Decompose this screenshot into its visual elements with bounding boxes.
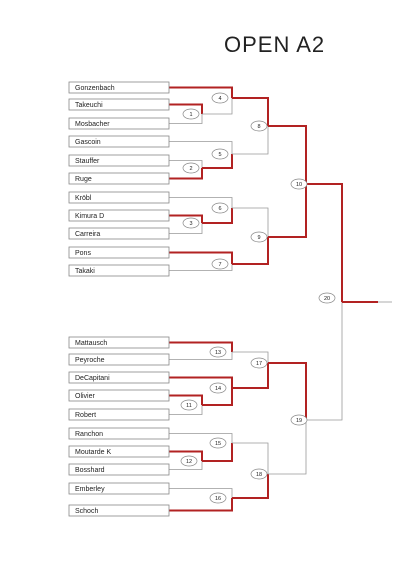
match-number: 18 [255,472,263,478]
match-number: 14 [214,386,222,392]
player-entry [69,409,169,420]
match-number: 15 [214,441,222,447]
player-name: Moutarde K [75,449,112,456]
player-name: Takaki [75,268,95,275]
player-entry [69,247,169,258]
player-name: DeCapitani [75,375,110,382]
player-name: Stauffer [75,158,100,165]
match-marker [210,383,226,393]
player-entry [69,173,169,184]
player-entry [69,99,169,110]
match-number: 13 [214,350,222,356]
match-marker [210,493,226,503]
match-marker [212,93,228,103]
match-marker [181,456,197,466]
match-number: 10 [295,182,303,188]
match-number: 20 [323,296,331,302]
match-marker [181,400,197,410]
connector [268,126,306,184]
match-number: 9 [257,235,261,241]
player-name: Bosshard [75,467,105,474]
match-number: 3 [189,221,193,227]
player-name: Gonzenbach [75,85,115,92]
match-marker [251,469,267,479]
match-number: 4 [218,96,222,102]
player-entry [69,337,169,348]
match-number: 5 [218,152,222,158]
match-marker [251,232,267,242]
connector [306,184,342,302]
match-number: 2 [189,166,193,172]
match-marker [291,179,307,189]
player-entries [69,82,169,516]
match-number: 1 [189,112,193,118]
player-name: Peyroche [75,357,105,364]
player-entry [69,390,169,401]
match-number: 6 [218,206,222,212]
match-marker [183,109,199,119]
player-name: Mosbacher [75,121,110,128]
match-marker [212,203,228,213]
player-entry [69,228,169,239]
player-name: Olivier [75,393,95,400]
match-marker [183,163,199,173]
bracket-lines [169,88,392,511]
player-entry [69,505,169,516]
match-marker [291,415,307,425]
player-name: Ranchon [75,431,104,438]
match-number: 11 [186,403,192,409]
player-entry [69,483,169,494]
match-marker [251,358,267,368]
match-number: 12 [185,459,193,465]
connector [268,184,306,237]
player-entry [69,265,169,276]
player-name: Emberley [75,486,105,493]
player-entry [69,428,169,439]
player-name: Schoch [75,508,99,515]
connector [268,363,306,420]
match-number: 19 [295,418,303,424]
player-entry [69,446,169,457]
player-name: Pons [75,250,91,257]
player-entry [69,118,169,129]
player-entry [69,155,169,166]
match-markers [181,93,335,503]
connector [306,302,342,420]
match-number: 7 [218,262,222,268]
player-entry [69,82,169,93]
player-name: Robert [75,412,97,419]
match-marker [183,218,199,228]
player-entry [69,464,169,475]
player-name: Takeuchi [75,102,103,109]
player-name: Gascoin [75,139,101,146]
player-name: Kröbl [75,195,92,202]
match-marker [210,438,226,448]
match-number: 16 [214,496,222,502]
player-name: Kimura D [75,213,105,220]
connector [268,420,306,474]
match-marker [319,293,335,303]
player-name: Ruge [75,176,92,183]
match-number: 8 [257,124,261,130]
player-entry [69,210,169,221]
player-entry [69,372,169,383]
match-marker [212,259,228,269]
match-marker [251,121,267,131]
player-name: Carreira [75,231,101,238]
player-entry [69,354,169,365]
match-number: 17 [255,361,263,367]
bracket-title: OPEN A2 [224,32,326,57]
player-name: Mattausch [75,340,108,347]
player-entry [69,192,169,203]
match-marker [210,347,226,357]
match-marker [212,149,228,159]
player-entry [69,136,169,147]
